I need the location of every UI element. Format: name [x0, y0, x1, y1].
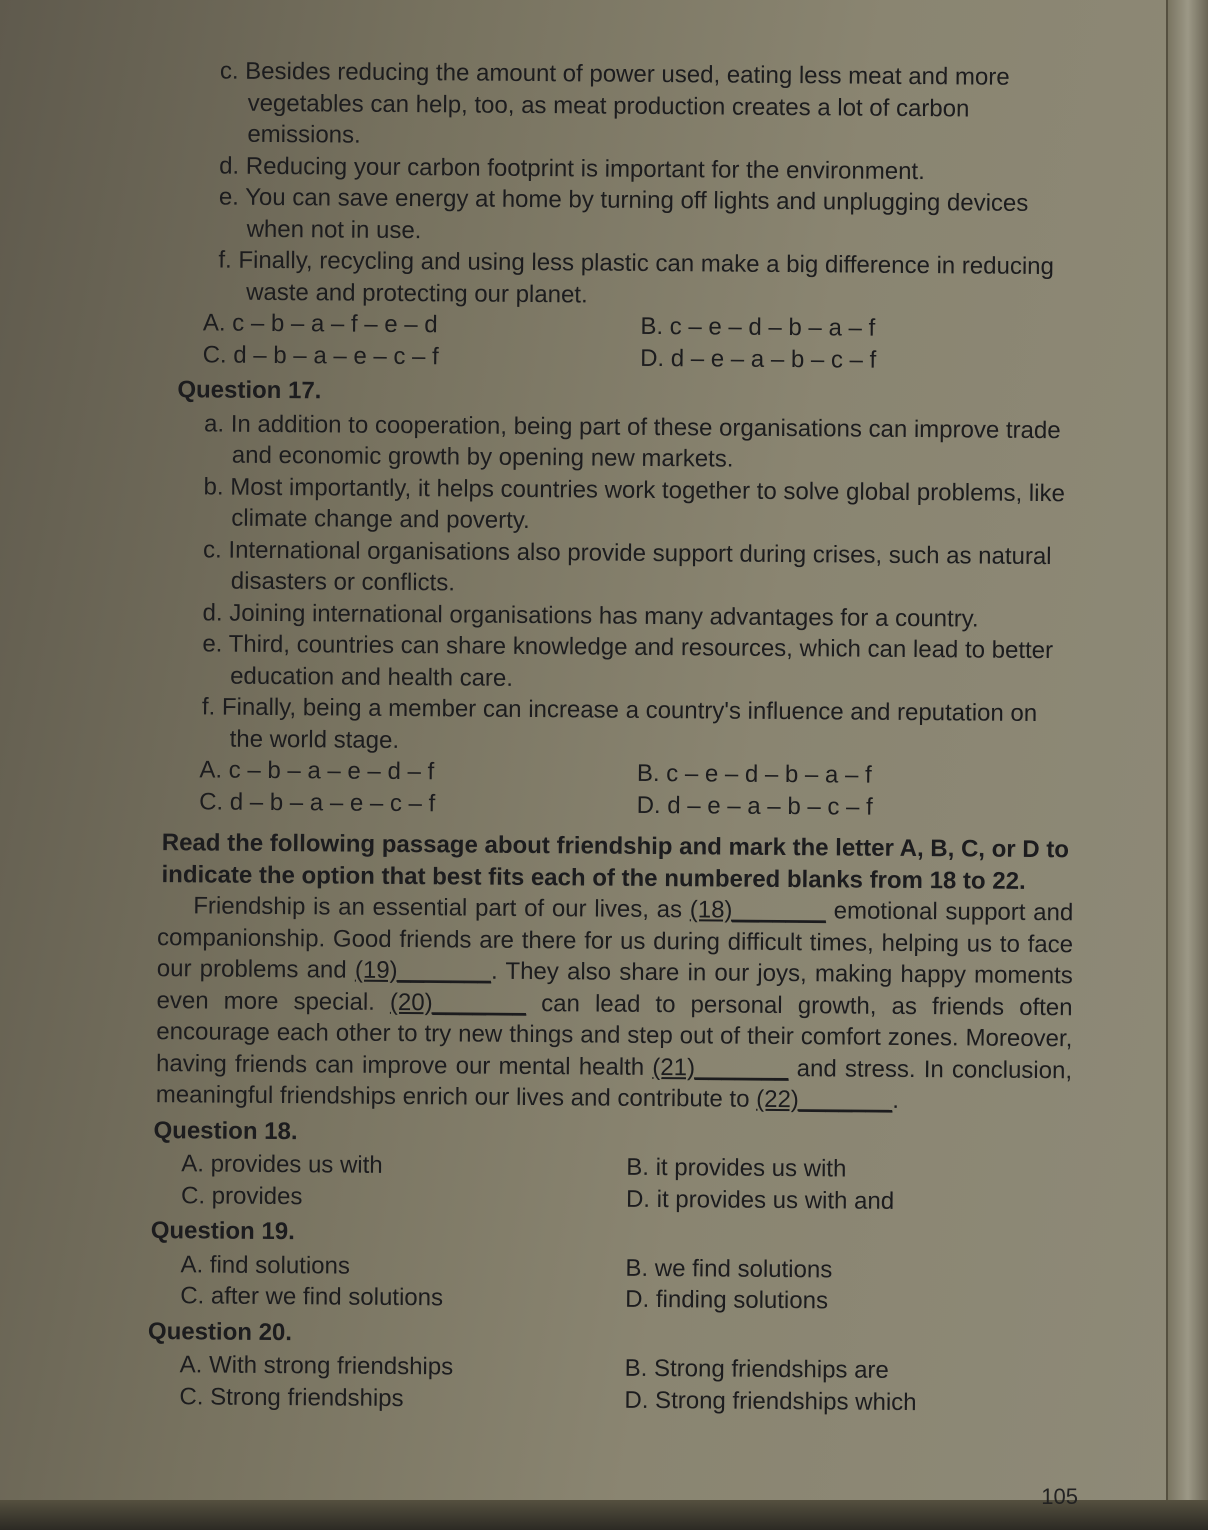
q17-item-a: a. In addition to cooperation, being part of these organisations can improve trade and economic growth by opening new markets.: [204, 409, 1061, 473]
q16-item-c: c. Besides reducing the amount of power used, eating less meat and more vegetables can help, too, as meat production creates a lot of carbon emissions.: [219, 57, 1010, 149]
q17-option-c[interactable]: C. d – b – a – e – c – f: [199, 787, 436, 817]
q17-item-f: f. Finally, being a member can increase a country's influence and reputation on the world stage.: [201, 693, 1038, 754]
q18-title: Question 18.: [153, 1116, 298, 1145]
q19-options: [140, 1248, 1070, 1318]
q18-option-b[interactable]: B. it provides us with: [626, 1153, 847, 1183]
q17-options: [144, 754, 1074, 824]
q17-title: Question 17.: [177, 376, 322, 405]
q20-option-d[interactable]: D. Strong friendships which: [624, 1386, 917, 1416]
q19-option-b[interactable]: B. we find solutions: [625, 1254, 833, 1283]
friendship-passage: Friendship is an essential part of our lives, as (18)_______ emotional support and companionship. Good friends are there for us during difficult times, helping us to face our problems and (19)_______. They also share in our joys, making happy moments even more special. (20)_______ can lead to personal growth, as friends often encourage each other to try new things and step out of their comfort zones. Moreover, having friends can improve our mental health (21)_______ and stress. In conclusion, meaningful friendships enrich our lives and contribute to (22)_______.: [155, 892, 1074, 1114]
q18-option-d[interactable]: D. it provides us with and: [625, 1185, 895, 1215]
blank-18: (18)_______: [689, 896, 827, 925]
q18-options: [141, 1148, 1071, 1218]
q19-option-d[interactable]: D. finding solutions: [625, 1285, 829, 1315]
q17-item-b: b. Most importantly, it helps countries work together to solve global problems, like climate change and poverty.: [203, 472, 1065, 534]
q20-option-b[interactable]: B. Strong friendships are: [624, 1354, 889, 1384]
q16-options: [148, 307, 1078, 377]
book-binding: [1166, 0, 1208, 1530]
q17-item-e: e. Third, countries can share knowledge and resources, which can lead to better education and health care.: [202, 630, 1054, 692]
q16-option-a[interactable]: A. c – b – a – f – e – d: [202, 309, 438, 339]
q16-item-f: f. Finally, recycling and using less plastic can make a big difference in reducing waste and protecting our planet.: [218, 246, 1055, 308]
q17-item-d: d. Joining international organisations has many advantages for a country.: [202, 598, 979, 633]
q16-option-d[interactable]: D. d – e – a – b – c – f: [640, 344, 877, 374]
page-edge: [0, 1500, 1208, 1530]
blank-22: (22)_______: [756, 1085, 893, 1114]
q17-option-a[interactable]: A. c – b – a – e – d – f: [199, 756, 435, 786]
page-number: 105: [1041, 1484, 1078, 1509]
q18-option-c[interactable]: C. provides: [180, 1181, 303, 1210]
q18-option-a[interactable]: A. provides us with: [181, 1150, 383, 1179]
q17-items: [145, 407, 1078, 761]
q20-options: [139, 1349, 1069, 1419]
page-content: [139, 55, 1080, 1419]
q19-option-c[interactable]: C. after we find solutions: [180, 1282, 444, 1312]
q16-option-b[interactable]: B. c – e – d – b – a – f: [640, 312, 876, 342]
q17-option-d[interactable]: D. d – e – a – b – c – f: [636, 791, 873, 821]
q19-option-a[interactable]: A. find solutions: [180, 1250, 351, 1280]
q17-item-c: c. International organisations also provide support during crises, such as natural disasters or conflicts.: [203, 535, 1052, 597]
q16-item-e: e. You can save energy at home by turning off lights and unplugging devices when not in use.: [218, 183, 1029, 244]
q20-title: Question 20.: [147, 1317, 293, 1346]
q16-items: [148, 55, 1080, 314]
blank-19: (19)_______: [354, 956, 492, 985]
q16-option-c[interactable]: C. d – b – a – e – c – f: [202, 340, 439, 370]
q20-option-c[interactable]: C. Strong friendships: [179, 1382, 404, 1412]
q19-title: Question 19.: [150, 1217, 295, 1246]
q17-option-b[interactable]: B. c – e – d – b – a – f: [636, 759, 872, 789]
blank-20: (20)_______: [389, 988, 527, 1017]
q20-option-a[interactable]: A. With strong friendships: [179, 1351, 454, 1381]
passage-instruction: Read the following passage about friendship and mark the letter A, B, C, or D to indicate the option that best fits each of the numbered blanks from 18 to 22.: [161, 829, 1070, 895]
q16-item-d: d. Reducing your carbon footprint is important for the environment.: [219, 152, 925, 185]
blank-21: (21)_______: [652, 1053, 789, 1082]
